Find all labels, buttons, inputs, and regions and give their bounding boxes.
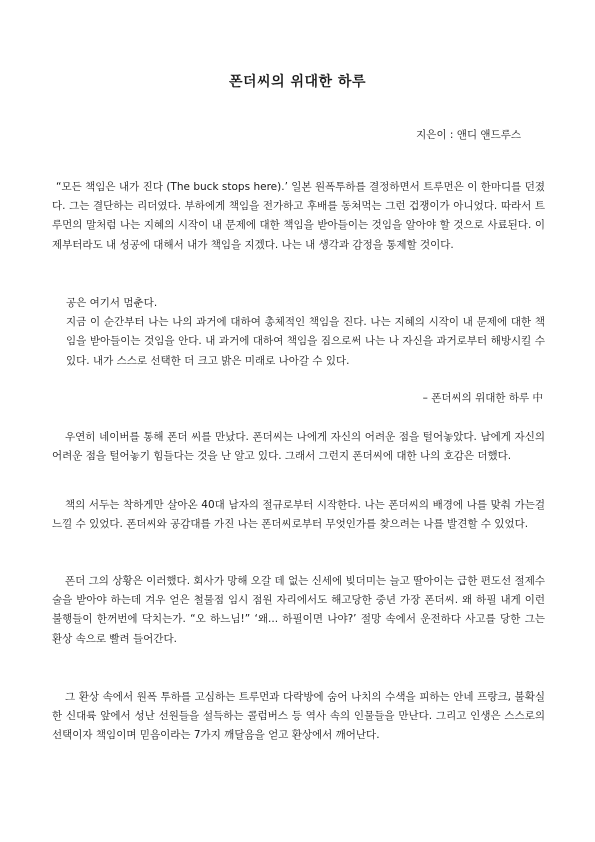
quote-source: – 폰더씨의 위대한 하루 中 xyxy=(422,392,543,404)
author-line: 지은이 : 앤디 앤드루스 xyxy=(416,129,521,141)
paragraph-4: 폰더 그의 상황은 이러했다. 회사가 망해 오갈 데 없는 신세에 빚더미는 늘고 딸아이는 급한 편도선 절제수술을 받아야 하는데 겨우 얻은 철물점 임시 점원 자리에서도 해고당한 중년 가장 폰더씨. 왜 하필 내게 이런 불행들이 한꺼번에 닥치는가. “오 하느님!” ‘왜... 하필이면 나야?’ 절망 속에서 운전하다 사고를 당한 그는 환상 속으로 빨려 들어간다. xyxy=(52,575,545,645)
paragraph-5: 그 환상 속에서 원폭 투하를 고심하는 트루먼과 다락방에 숨어 나치의 수색을 피하는 안네 프랑크, 불확실한 신대륙 앞에서 성난 선원들을 설득하는 콜럼버스 등 역사 속의 인물들을 만난다. 그리고 인생은 스스로의 선택이자 책임이며 믿음이라는 7가지 깨달음을 얻고 환상에서 깨어난다. xyxy=(52,691,545,742)
paragraph-3: 책의 서두는 착하게만 살아온 40대 남자의 절규로부터 시작한다. 나는 폰더씨의 배경에 나를 맞춰 가는걸 느낄 수 있었다. 폰더씨와 공감대를 가진 나는 폰더씨로부터 무엇인가를 찾으려는 나를 발견할 수 있었다. xyxy=(52,499,545,531)
document-title: 폰더씨의 위대한 하루 xyxy=(229,74,366,90)
quote-line-2: 지금 이 순간부터 나는 나의 과거에 대하여 총체적인 책임을 진다. 나는 지혜의 시작이 내 문제에 대한 책임을 받아들이는 것임을 안다. 내 과거에 대하여 책임을 짐으로써 나는 나 자신을 과거로부터 해방시킬 수 있다. 내가 스스로 선택한 더 크고 밝은 미래로 나아갈 수 있다. xyxy=(66,316,545,367)
quote-block xyxy=(66,294,545,371)
paragraph-1: “모든 책임은 내가 진다 (The buck stops here).’ 일본 원폭투하를 결정하면서 트루먼은 이 한마디를 던졌다. 그는 결단하는 리더였다. 부하에게 책임을 전가하고 후배를 동쳐먹는 그런 겁쟁이가 아니었다. 따라서 트루먼의 말처럼 나는 지혜의 시작이 내 문제에 대한 책임을 받아들이는 것임을 알아야 할 것으로 사료된다. 이제부터라도 내 성공에 대해서 내가 책임을 지겠다. 나는 내 생각과 감정을 통제할 것이다. xyxy=(52,181,545,251)
paragraph-2: 우연히 네이버를 통해 폰더 씨를 만났다. 폰더씨는 나에게 자신의 어려운 점을 털어놓았다. 남에게 자신의 어려운 점을 털어놓기 힘들다는 것을 난 알고 있다. 그래서 그런지 폰더씨에 대한 나의 호감은 더했다. xyxy=(52,431,545,463)
quote-line-1: 공은 여기서 멈춘다. xyxy=(66,297,158,309)
